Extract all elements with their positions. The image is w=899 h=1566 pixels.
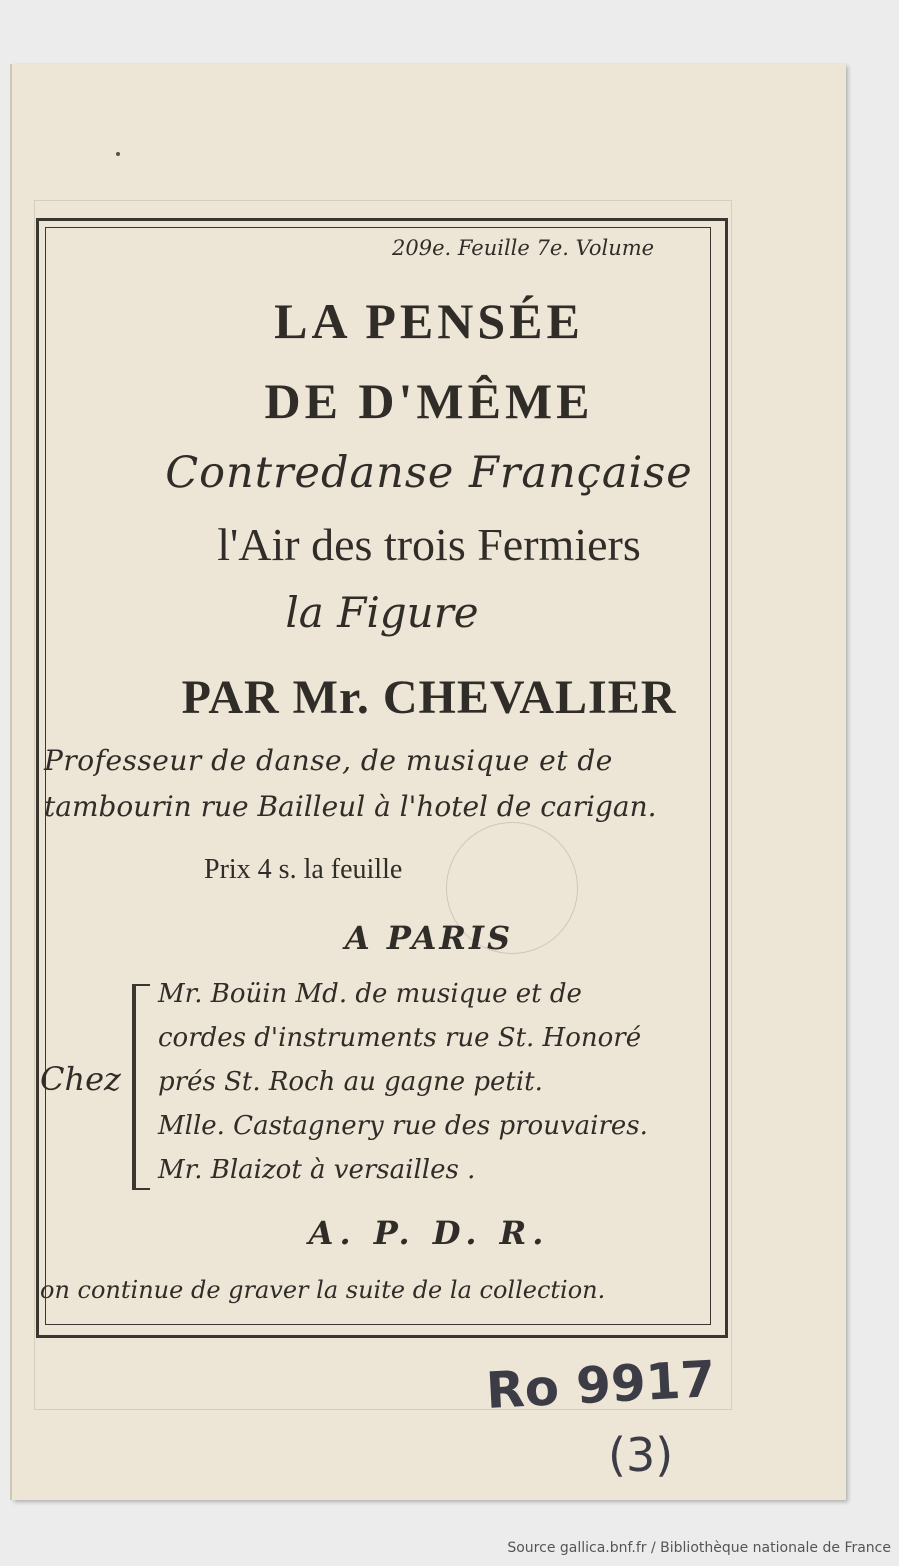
page — [12, 64, 846, 1500]
author-profession: Professeur de danse, de musique et de — [44, 744, 613, 777]
place: A PARIS — [344, 919, 514, 957]
seller-line: cordes d'instruments rue St. Honoré — [158, 1023, 642, 1053]
seller-line: Mlle. Castagnery rue des prouvaires. — [158, 1111, 648, 1141]
ink-speck — [116, 152, 120, 156]
seller-bracket — [132, 984, 150, 1190]
seller-line: prés St. Roch au gagne petit. — [158, 1067, 543, 1097]
chez-label: Chez — [40, 1060, 121, 1098]
title-line-4: l'Air des trois Fermiers — [217, 519, 641, 570]
shelfmark-number: (3) — [608, 1428, 674, 1482]
privilege-mark: A. P. D. R. — [308, 1214, 550, 1252]
title-line-1: LA PENSÉE — [274, 293, 584, 349]
title-line-2: DE D'MÊME — [264, 373, 594, 429]
title-line-5: la Figure — [285, 588, 479, 637]
author-address: tambourin rue Bailleul à l'hotel de carigan. — [44, 790, 657, 823]
price: Prix 4 s. la feuille — [204, 854, 403, 885]
title-line-3: Contredanse Française — [165, 448, 693, 498]
feuille-volume-label: 209e. Feuille 7e. Volume — [392, 236, 655, 260]
seller-line: Mr. Boüin Md. de musique et de — [158, 979, 582, 1009]
shelfmark-code: Ro 9917 — [484, 1350, 717, 1420]
author-name: PAR Mr. CHEVALIER — [181, 671, 677, 724]
source-credit: Source gallica.bnf.fr / Bibliothèque nationale de France — [507, 1540, 891, 1556]
collection-note: on continue de graver la suite de la collection. — [40, 1276, 606, 1304]
seller-line: Mr. Blaizot à versailles . — [158, 1155, 476, 1185]
